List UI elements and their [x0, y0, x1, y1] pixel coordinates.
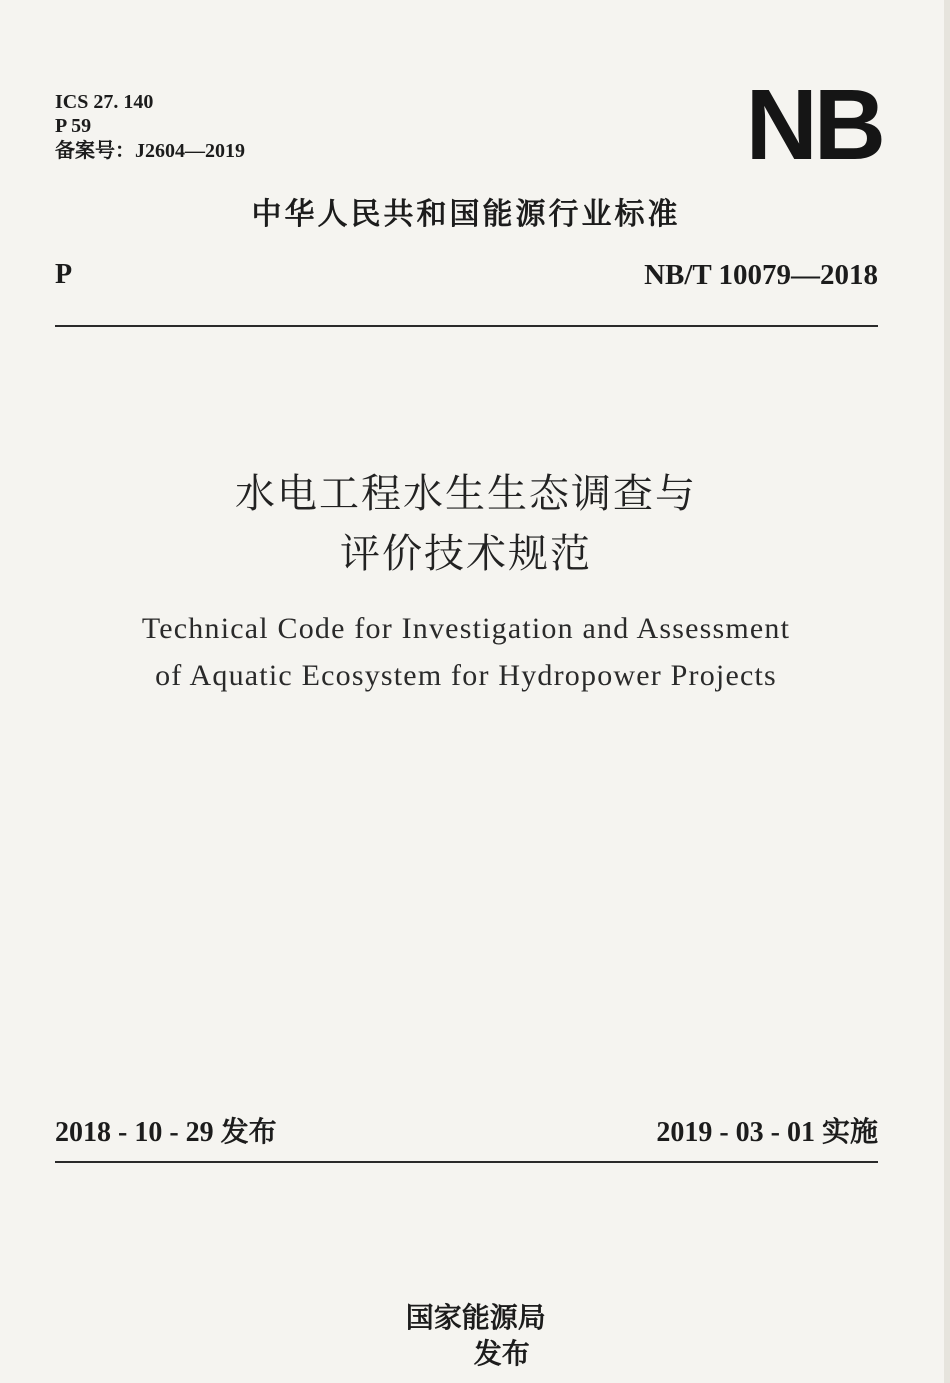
top-divider	[55, 325, 878, 327]
issue-date: 2018 - 10 - 29 发布	[55, 1117, 277, 1148]
implementation-date: 2019 - 03 - 01 实施	[656, 1117, 878, 1148]
page-edge-shadow	[944, 0, 950, 1383]
ics-code: ICS 27. 140	[55, 91, 154, 113]
publisher-name: 国家能源局	[405, 1301, 546, 1334]
standard-number: NB/T 10079—2018	[644, 259, 878, 291]
nb-logo: NB	[745, 69, 882, 181]
bottom-divider	[55, 1161, 878, 1163]
filing-number: 备案号：J2604—2019	[55, 140, 245, 162]
standard-type-heading: 中华人民共和国能源行业标准	[251, 197, 681, 232]
class-letter: P	[55, 259, 73, 290]
title-english-line-1: Technical Code for Investigation and Assessment	[141, 612, 791, 645]
publisher-line	[0, 1264, 932, 1372]
title-english-line-2: of Aquatic Ecosystem for Hydropower Projects	[155, 659, 777, 692]
publisher-action: 发布	[473, 1337, 530, 1370]
title-chinese-line-2: 评价技术规范	[340, 531, 592, 577]
title-chinese-line-1: 水电工程水生生态调查与	[235, 471, 697, 517]
classification-code: P 59	[55, 115, 92, 137]
